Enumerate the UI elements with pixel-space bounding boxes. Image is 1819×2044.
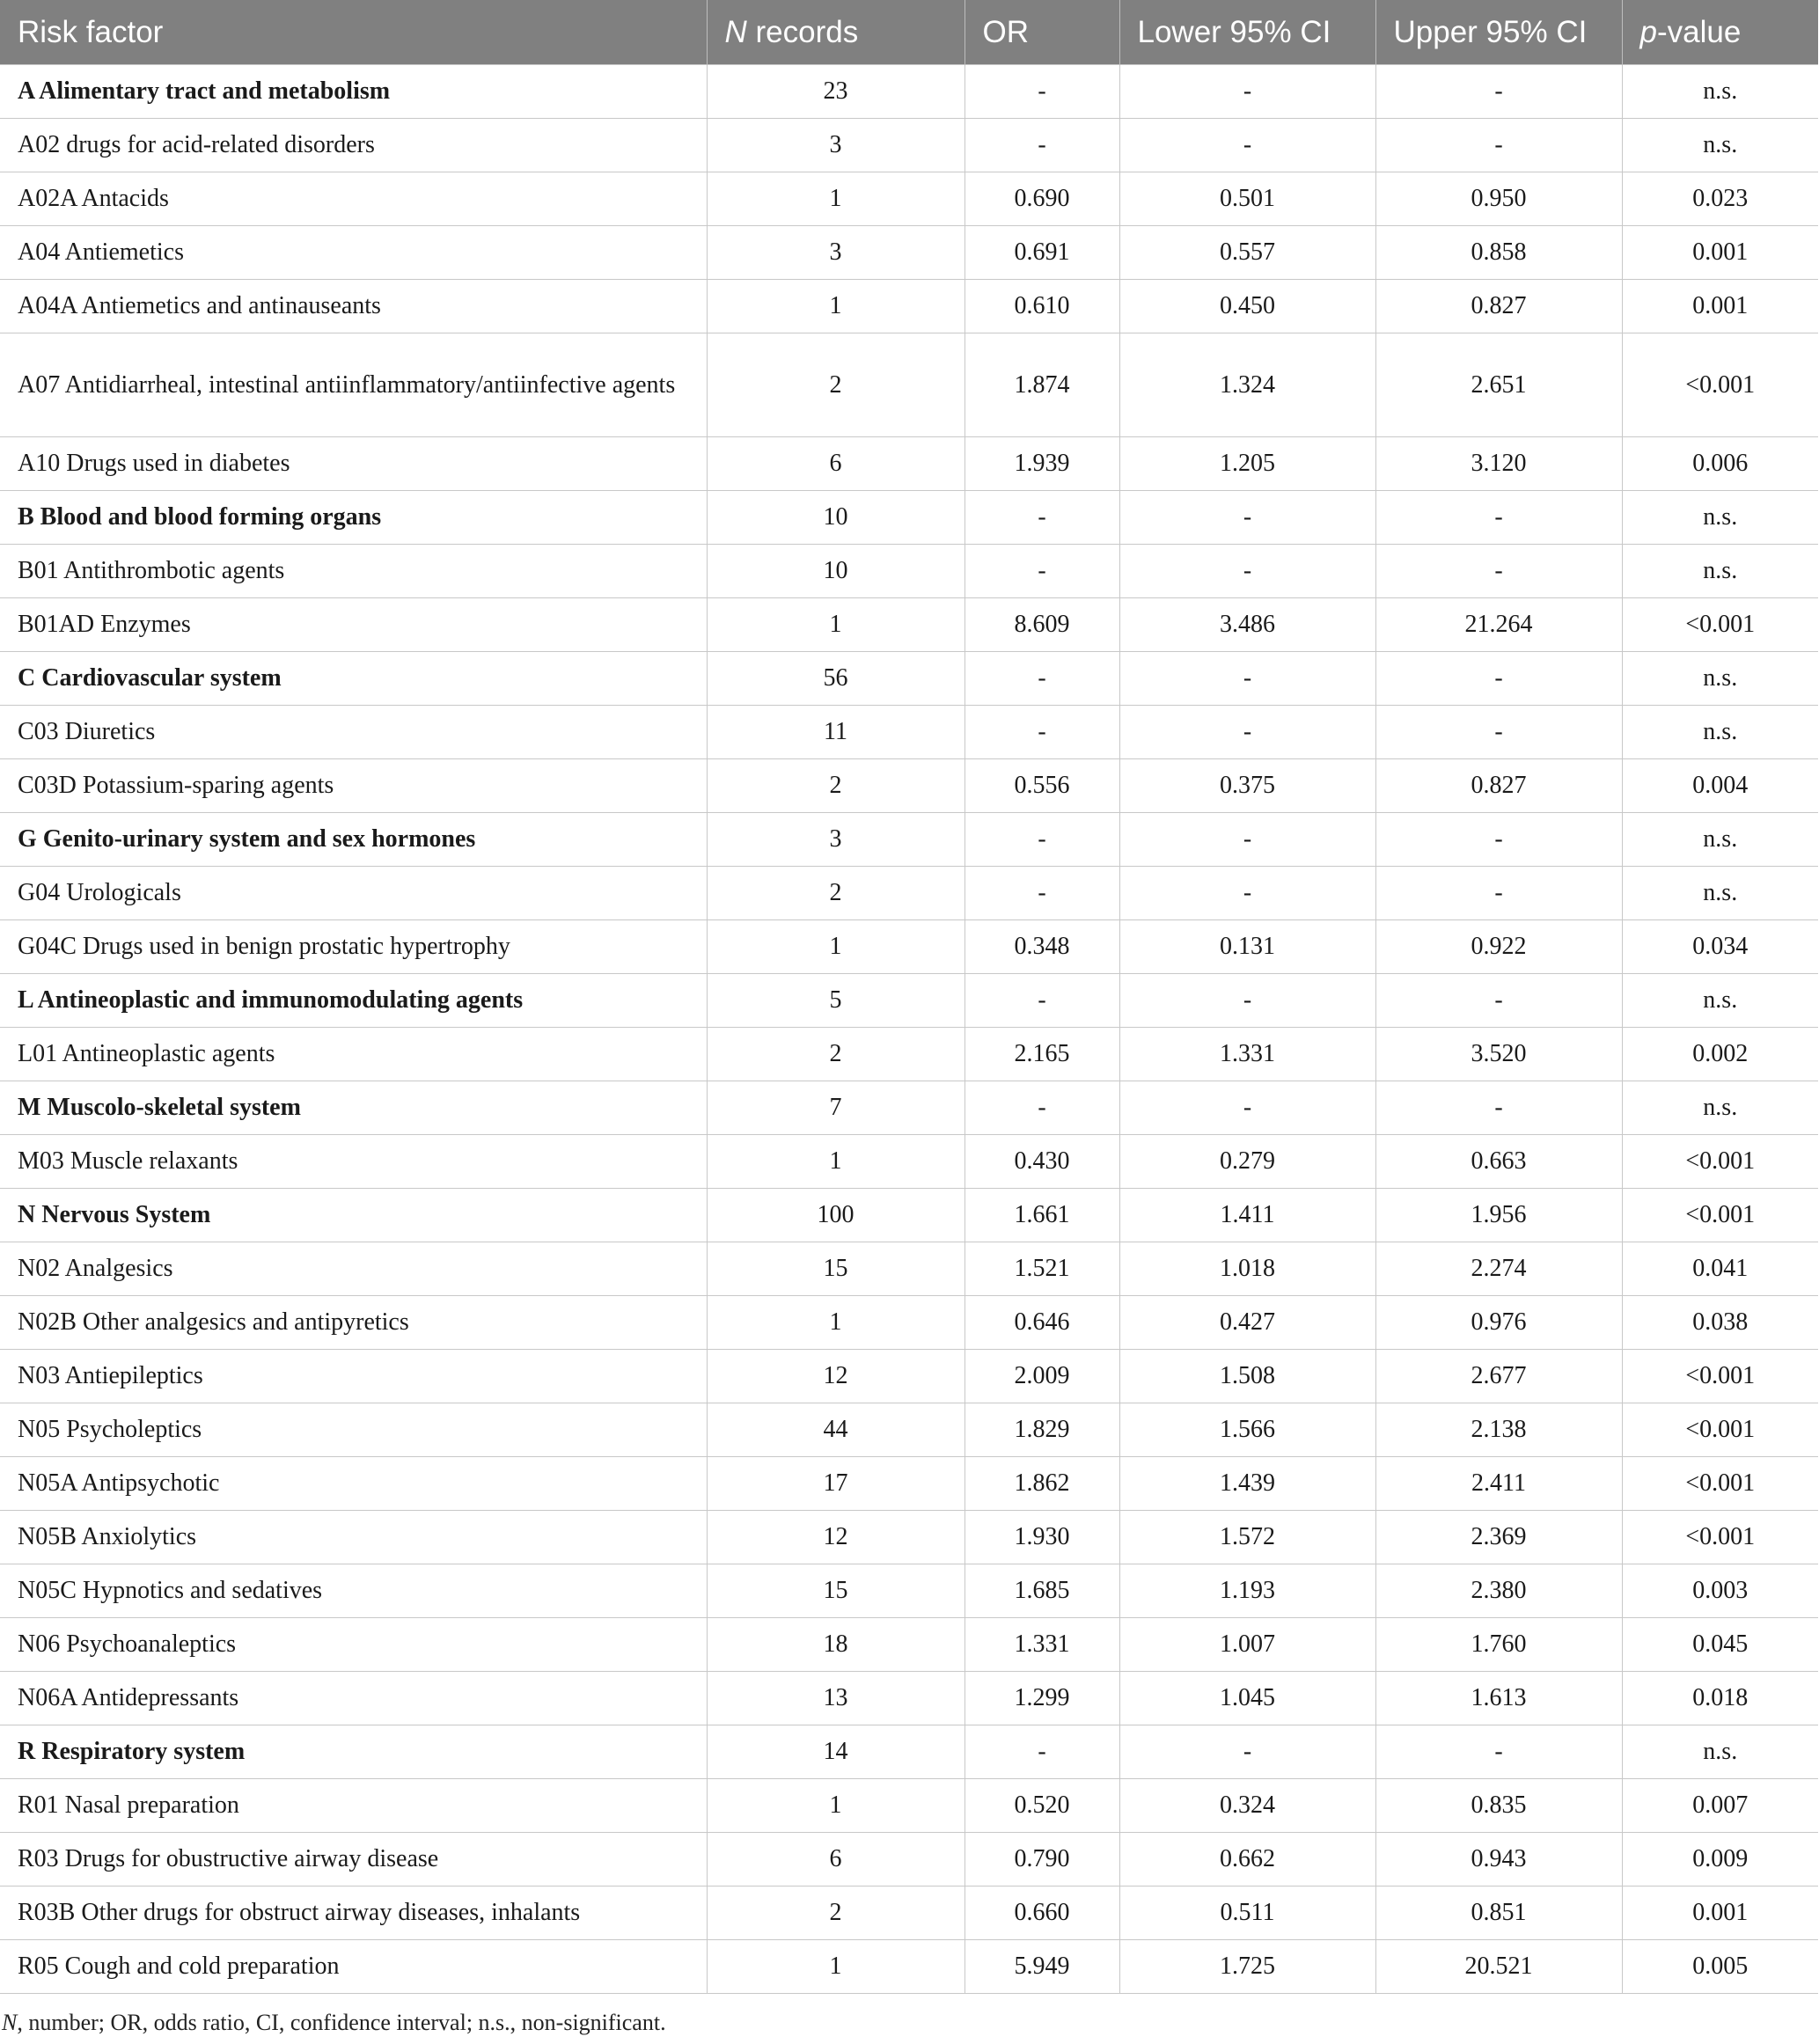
cell-or: 0.690 (965, 172, 1119, 226)
table-row (0, 172, 1818, 226)
cell-p-value: <0.001 (1622, 598, 1818, 652)
cell-p-value: 0.004 (1622, 759, 1818, 813)
cell-lower-ci: - (1119, 706, 1375, 759)
table-row (0, 333, 1818, 437)
cell-lower-ci: - (1119, 491, 1375, 545)
cell-or: - (965, 1081, 1119, 1135)
cell-lower-ci: 1.324 (1119, 333, 1375, 437)
cell-n-records: 1 (707, 1940, 965, 1994)
table-row (0, 1672, 1818, 1725)
cell-or: 1.521 (965, 1242, 1119, 1296)
table-row (0, 1350, 1818, 1403)
table-row (0, 1511, 1818, 1564)
cell-upper-ci: 0.976 (1375, 1296, 1622, 1350)
cell-risk-factor: G04 Urologicals (0, 867, 707, 920)
cell-risk-factor: A10 Drugs used in diabetes (0, 437, 707, 491)
cell-upper-ci: 0.827 (1375, 759, 1622, 813)
cell-risk-factor: C03D Potassium-sparing agents (0, 759, 707, 813)
cell-n-records: 1 (707, 920, 965, 974)
cell-risk-factor: B01 Antithrombotic agents (0, 545, 707, 598)
cell-upper-ci: 1.613 (1375, 1672, 1622, 1725)
cell-or: 0.790 (965, 1833, 1119, 1886)
cell-risk-factor: N05B Anxiolytics (0, 1511, 707, 1564)
cell-or: - (965, 65, 1119, 119)
cell-n-records: 2 (707, 1886, 965, 1940)
cell-p-value: n.s. (1622, 867, 1818, 920)
cell-p-value: 0.006 (1622, 437, 1818, 491)
cell-risk-factor: A07 Antidiarrheal, intestinal antiinflammatory/antiinfective agents (0, 333, 707, 437)
cell-n-records: 100 (707, 1189, 965, 1242)
cell-n-records: 1 (707, 1135, 965, 1189)
cell-risk-factor: M03 Muscle relaxants (0, 1135, 707, 1189)
table-group-row (0, 652, 1818, 706)
cell-or: 1.299 (965, 1672, 1119, 1725)
cell-lower-ci: 1.007 (1119, 1618, 1375, 1672)
cell-n-records: 10 (707, 491, 965, 545)
cell-n-records: 1 (707, 1296, 965, 1350)
cell-n-records: 18 (707, 1618, 965, 1672)
table-group-row (0, 1081, 1818, 1135)
cell-p-value: 0.023 (1622, 172, 1818, 226)
cell-risk-factor: A02A Antacids (0, 172, 707, 226)
cell-p-value: 0.001 (1622, 226, 1818, 280)
cell-n-records: 3 (707, 226, 965, 280)
cell-lower-ci: 0.375 (1119, 759, 1375, 813)
table-row (0, 706, 1818, 759)
cell-p-value: n.s. (1622, 1081, 1818, 1135)
table-footnote: N, number; OR, odds ratio, CI, confidence interval; n.s., non-significant. (2, 2010, 666, 2035)
cell-lower-ci: 1.725 (1119, 1940, 1375, 1994)
cell-upper-ci: 2.651 (1375, 333, 1622, 437)
cell-risk-factor: N06 Psychoanaleptics (0, 1618, 707, 1672)
cell-p-value: <0.001 (1622, 333, 1818, 437)
table-row (0, 226, 1818, 280)
table-row (0, 119, 1818, 172)
cell-lower-ci: 0.427 (1119, 1296, 1375, 1350)
cell-p-value: <0.001 (1622, 1457, 1818, 1511)
cell-lower-ci: 3.486 (1119, 598, 1375, 652)
cell-or: 1.331 (965, 1618, 1119, 1672)
cell-p-value: n.s. (1622, 706, 1818, 759)
cell-p-value: <0.001 (1622, 1189, 1818, 1242)
cell-p-value: 0.041 (1622, 1242, 1818, 1296)
header-lower-ci: Lower 95% CI (1119, 0, 1375, 65)
table-row (0, 759, 1818, 813)
cell-n-records: 12 (707, 1511, 965, 1564)
cell-risk-factor: A Alimentary tract and metabolism (0, 65, 707, 119)
cell-upper-ci: 2.411 (1375, 1457, 1622, 1511)
cell-or: - (965, 706, 1119, 759)
cell-upper-ci: 0.663 (1375, 1135, 1622, 1189)
cell-n-records: 15 (707, 1242, 965, 1296)
cell-n-records: 7 (707, 1081, 965, 1135)
cell-p-value: n.s. (1622, 65, 1818, 119)
table-row (0, 437, 1818, 491)
table-row (0, 1779, 1818, 1833)
cell-upper-ci: - (1375, 65, 1622, 119)
table-row (0, 1564, 1818, 1618)
cell-risk-factor: C Cardiovascular system (0, 652, 707, 706)
cell-risk-factor: G Genito-urinary system and sex hormones (0, 813, 707, 867)
cell-lower-ci: 1.018 (1119, 1242, 1375, 1296)
cell-lower-ci: - (1119, 1081, 1375, 1135)
cell-lower-ci: 1.572 (1119, 1511, 1375, 1564)
cell-p-value: 0.001 (1622, 280, 1818, 333)
cell-p-value: n.s. (1622, 545, 1818, 598)
cell-n-records: 12 (707, 1350, 965, 1403)
cell-n-records: 3 (707, 119, 965, 172)
cell-n-records: 2 (707, 867, 965, 920)
cell-or: - (965, 813, 1119, 867)
cell-lower-ci: 1.193 (1119, 1564, 1375, 1618)
cell-risk-factor: R03B Other drugs for obstruct airway diseases, inhalants (0, 1886, 707, 1940)
cell-lower-ci: 1.205 (1119, 437, 1375, 491)
cell-p-value: 0.002 (1622, 1028, 1818, 1081)
table-row (0, 1940, 1818, 1994)
cell-lower-ci: 1.439 (1119, 1457, 1375, 1511)
cell-lower-ci: 1.045 (1119, 1672, 1375, 1725)
cell-lower-ci: - (1119, 1725, 1375, 1779)
cell-n-records: 15 (707, 1564, 965, 1618)
cell-risk-factor: A04A Antiemetics and antinauseants (0, 280, 707, 333)
cell-n-records: 13 (707, 1672, 965, 1725)
cell-or: 5.949 (965, 1940, 1119, 1994)
cell-risk-factor: M Muscolo-skeletal system (0, 1081, 707, 1135)
cell-lower-ci: 0.511 (1119, 1886, 1375, 1940)
cell-lower-ci: 0.501 (1119, 172, 1375, 226)
cell-n-records: 23 (707, 65, 965, 119)
cell-upper-ci: 1.760 (1375, 1618, 1622, 1672)
cell-or: - (965, 652, 1119, 706)
cell-n-records: 2 (707, 1028, 965, 1081)
cell-n-records: 44 (707, 1403, 965, 1457)
cell-upper-ci: 0.827 (1375, 280, 1622, 333)
cell-n-records: 5 (707, 974, 965, 1028)
table-group-row (0, 491, 1818, 545)
cell-or: 1.862 (965, 1457, 1119, 1511)
table-row (0, 1028, 1818, 1081)
cell-or: - (965, 1725, 1119, 1779)
cell-upper-ci: 2.380 (1375, 1564, 1622, 1618)
cell-p-value: <0.001 (1622, 1135, 1818, 1189)
cell-lower-ci: 1.508 (1119, 1350, 1375, 1403)
cell-upper-ci: 2.369 (1375, 1511, 1622, 1564)
cell-lower-ci: - (1119, 545, 1375, 598)
cell-risk-factor: B01AD Enzymes (0, 598, 707, 652)
cell-lower-ci: 1.331 (1119, 1028, 1375, 1081)
cell-or: 0.691 (965, 226, 1119, 280)
cell-lower-ci: - (1119, 119, 1375, 172)
table-row (0, 1833, 1818, 1886)
cell-upper-ci: 2.274 (1375, 1242, 1622, 1296)
cell-lower-ci: 0.662 (1119, 1833, 1375, 1886)
cell-upper-ci: 1.956 (1375, 1189, 1622, 1242)
cell-risk-factor: N05 Psycholeptics (0, 1403, 707, 1457)
cell-lower-ci: - (1119, 867, 1375, 920)
table-group-row (0, 974, 1818, 1028)
cell-n-records: 1 (707, 1779, 965, 1833)
cell-p-value: 0.045 (1622, 1618, 1818, 1672)
cell-lower-ci: 0.450 (1119, 280, 1375, 333)
table-row (0, 1135, 1818, 1189)
cell-p-value: n.s. (1622, 813, 1818, 867)
table-row (0, 867, 1818, 920)
cell-upper-ci: - (1375, 706, 1622, 759)
header-n-records: N records (707, 0, 965, 65)
table-row (0, 1242, 1818, 1296)
cell-n-records: 1 (707, 598, 965, 652)
cell-or: - (965, 867, 1119, 920)
cell-or: 2.009 (965, 1350, 1119, 1403)
cell-lower-ci: 1.411 (1119, 1189, 1375, 1242)
cell-lower-ci: - (1119, 652, 1375, 706)
cell-or: 0.556 (965, 759, 1119, 813)
cell-n-records: 56 (707, 652, 965, 706)
cell-risk-factor: R05 Cough and cold preparation (0, 1940, 707, 1994)
cell-upper-ci: 2.138 (1375, 1403, 1622, 1457)
cell-upper-ci: - (1375, 545, 1622, 598)
cell-risk-factor: R Respiratory system (0, 1725, 707, 1779)
cell-upper-ci: - (1375, 974, 1622, 1028)
cell-p-value: 0.005 (1622, 1940, 1818, 1994)
cell-or: 8.609 (965, 598, 1119, 652)
cell-p-value: 0.038 (1622, 1296, 1818, 1350)
cell-lower-ci: - (1119, 974, 1375, 1028)
cell-or: - (965, 119, 1119, 172)
cell-n-records: 10 (707, 545, 965, 598)
cell-lower-ci: 0.324 (1119, 1779, 1375, 1833)
cell-or: 1.939 (965, 437, 1119, 491)
cell-p-value: n.s. (1622, 974, 1818, 1028)
cell-or: 0.430 (965, 1135, 1119, 1189)
cell-upper-ci: 0.835 (1375, 1779, 1622, 1833)
cell-risk-factor: L Antineoplastic and immunomodulating agents (0, 974, 707, 1028)
header-upper-ci: Upper 95% CI (1375, 0, 1622, 65)
cell-or: 2.165 (965, 1028, 1119, 1081)
cell-p-value: 0.007 (1622, 1779, 1818, 1833)
cell-p-value: 0.018 (1622, 1672, 1818, 1725)
cell-upper-ci: 0.943 (1375, 1833, 1622, 1886)
cell-risk-factor: A02 drugs for acid-related disorders (0, 119, 707, 172)
cell-upper-ci: - (1375, 491, 1622, 545)
table-row (0, 1403, 1818, 1457)
table-group-row (0, 1725, 1818, 1779)
cell-p-value: <0.001 (1622, 1403, 1818, 1457)
cell-risk-factor: L01 Antineoplastic agents (0, 1028, 707, 1081)
cell-or: 1.930 (965, 1511, 1119, 1564)
table-body (0, 65, 1818, 1994)
cell-risk-factor: A04 Antiemetics (0, 226, 707, 280)
cell-upper-ci: 3.120 (1375, 437, 1622, 491)
cell-upper-ci: 21.264 (1375, 598, 1622, 652)
cell-lower-ci: 0.557 (1119, 226, 1375, 280)
cell-p-value: n.s. (1622, 491, 1818, 545)
cell-risk-factor: C03 Diuretics (0, 706, 707, 759)
cell-upper-ci: 0.851 (1375, 1886, 1622, 1940)
cell-risk-factor: N Nervous System (0, 1189, 707, 1242)
cell-risk-factor: N05A Antipsychotic (0, 1457, 707, 1511)
cell-or: 0.348 (965, 920, 1119, 974)
table-row (0, 545, 1818, 598)
cell-upper-ci: 0.922 (1375, 920, 1622, 974)
cell-n-records: 2 (707, 759, 965, 813)
cell-or: - (965, 491, 1119, 545)
cell-n-records: 6 (707, 1833, 965, 1886)
table-group-row (0, 65, 1818, 119)
cell-lower-ci: 0.279 (1119, 1135, 1375, 1189)
cell-risk-factor: N05C Hypnotics and sedatives (0, 1564, 707, 1618)
cell-n-records: 3 (707, 813, 965, 867)
table-row (0, 1296, 1818, 1350)
cell-p-value: 0.001 (1622, 1886, 1818, 1940)
cell-upper-ci: - (1375, 813, 1622, 867)
cell-n-records: 17 (707, 1457, 965, 1511)
cell-p-value: 0.034 (1622, 920, 1818, 974)
cell-risk-factor: R03 Drugs for obustructive airway disease (0, 1833, 707, 1886)
cell-p-value: n.s. (1622, 652, 1818, 706)
table-group-row (0, 1189, 1818, 1242)
cell-n-records: 11 (707, 706, 965, 759)
cell-upper-ci: 0.858 (1375, 226, 1622, 280)
cell-upper-ci: - (1375, 652, 1622, 706)
header-or: OR (965, 0, 1119, 65)
cell-risk-factor: N02 Analgesics (0, 1242, 707, 1296)
table-row (0, 280, 1818, 333)
cell-upper-ci: - (1375, 1081, 1622, 1135)
cell-upper-ci: 20.521 (1375, 1940, 1622, 1994)
table-header-row (0, 0, 1818, 65)
cell-or: 1.685 (965, 1564, 1119, 1618)
cell-upper-ci: - (1375, 1725, 1622, 1779)
cell-n-records: 1 (707, 172, 965, 226)
cell-n-records: 2 (707, 333, 965, 437)
cell-n-records: 6 (707, 437, 965, 491)
cell-or: 0.520 (965, 1779, 1119, 1833)
cell-upper-ci: 3.520 (1375, 1028, 1622, 1081)
table-row (0, 598, 1818, 652)
cell-risk-factor: N03 Antiepileptics (0, 1350, 707, 1403)
table-row (0, 1886, 1818, 1940)
cell-upper-ci: 0.950 (1375, 172, 1622, 226)
cell-or: 0.660 (965, 1886, 1119, 1940)
cell-lower-ci: 0.131 (1119, 920, 1375, 974)
cell-upper-ci: 2.677 (1375, 1350, 1622, 1403)
cell-n-records: 1 (707, 280, 965, 333)
table-group-row (0, 813, 1818, 867)
table-row (0, 920, 1818, 974)
cell-risk-factor: N02B Other analgesics and antipyretics (0, 1296, 707, 1350)
cell-lower-ci: - (1119, 813, 1375, 867)
cell-risk-factor: N06A Antidepressants (0, 1672, 707, 1725)
cell-or: 1.661 (965, 1189, 1119, 1242)
cell-lower-ci: 1.566 (1119, 1403, 1375, 1457)
cell-risk-factor: R01 Nasal preparation (0, 1779, 707, 1833)
cell-upper-ci: - (1375, 867, 1622, 920)
cell-p-value: 0.003 (1622, 1564, 1818, 1618)
cell-or: 1.829 (965, 1403, 1119, 1457)
header-risk-factor: Risk factor (0, 0, 707, 65)
cell-p-value: <0.001 (1622, 1350, 1818, 1403)
cell-or: 1.874 (965, 333, 1119, 437)
header-p-value: p-value (1622, 0, 1818, 65)
cell-p-value: <0.001 (1622, 1511, 1818, 1564)
cell-or: - (965, 545, 1119, 598)
cell-p-value: n.s. (1622, 1725, 1818, 1779)
cell-p-value: 0.009 (1622, 1833, 1818, 1886)
cell-risk-factor: G04C Drugs used in benign prostatic hypertrophy (0, 920, 707, 974)
cell-or: - (965, 974, 1119, 1028)
cell-or: 0.646 (965, 1296, 1119, 1350)
cell-lower-ci: - (1119, 65, 1375, 119)
cell-or: 0.610 (965, 280, 1119, 333)
table-row (0, 1457, 1818, 1511)
cell-upper-ci: - (1375, 119, 1622, 172)
cell-n-records: 14 (707, 1725, 965, 1779)
cell-risk-factor: B Blood and blood forming organs (0, 491, 707, 545)
table-row (0, 1618, 1818, 1672)
cell-p-value: n.s. (1622, 119, 1818, 172)
